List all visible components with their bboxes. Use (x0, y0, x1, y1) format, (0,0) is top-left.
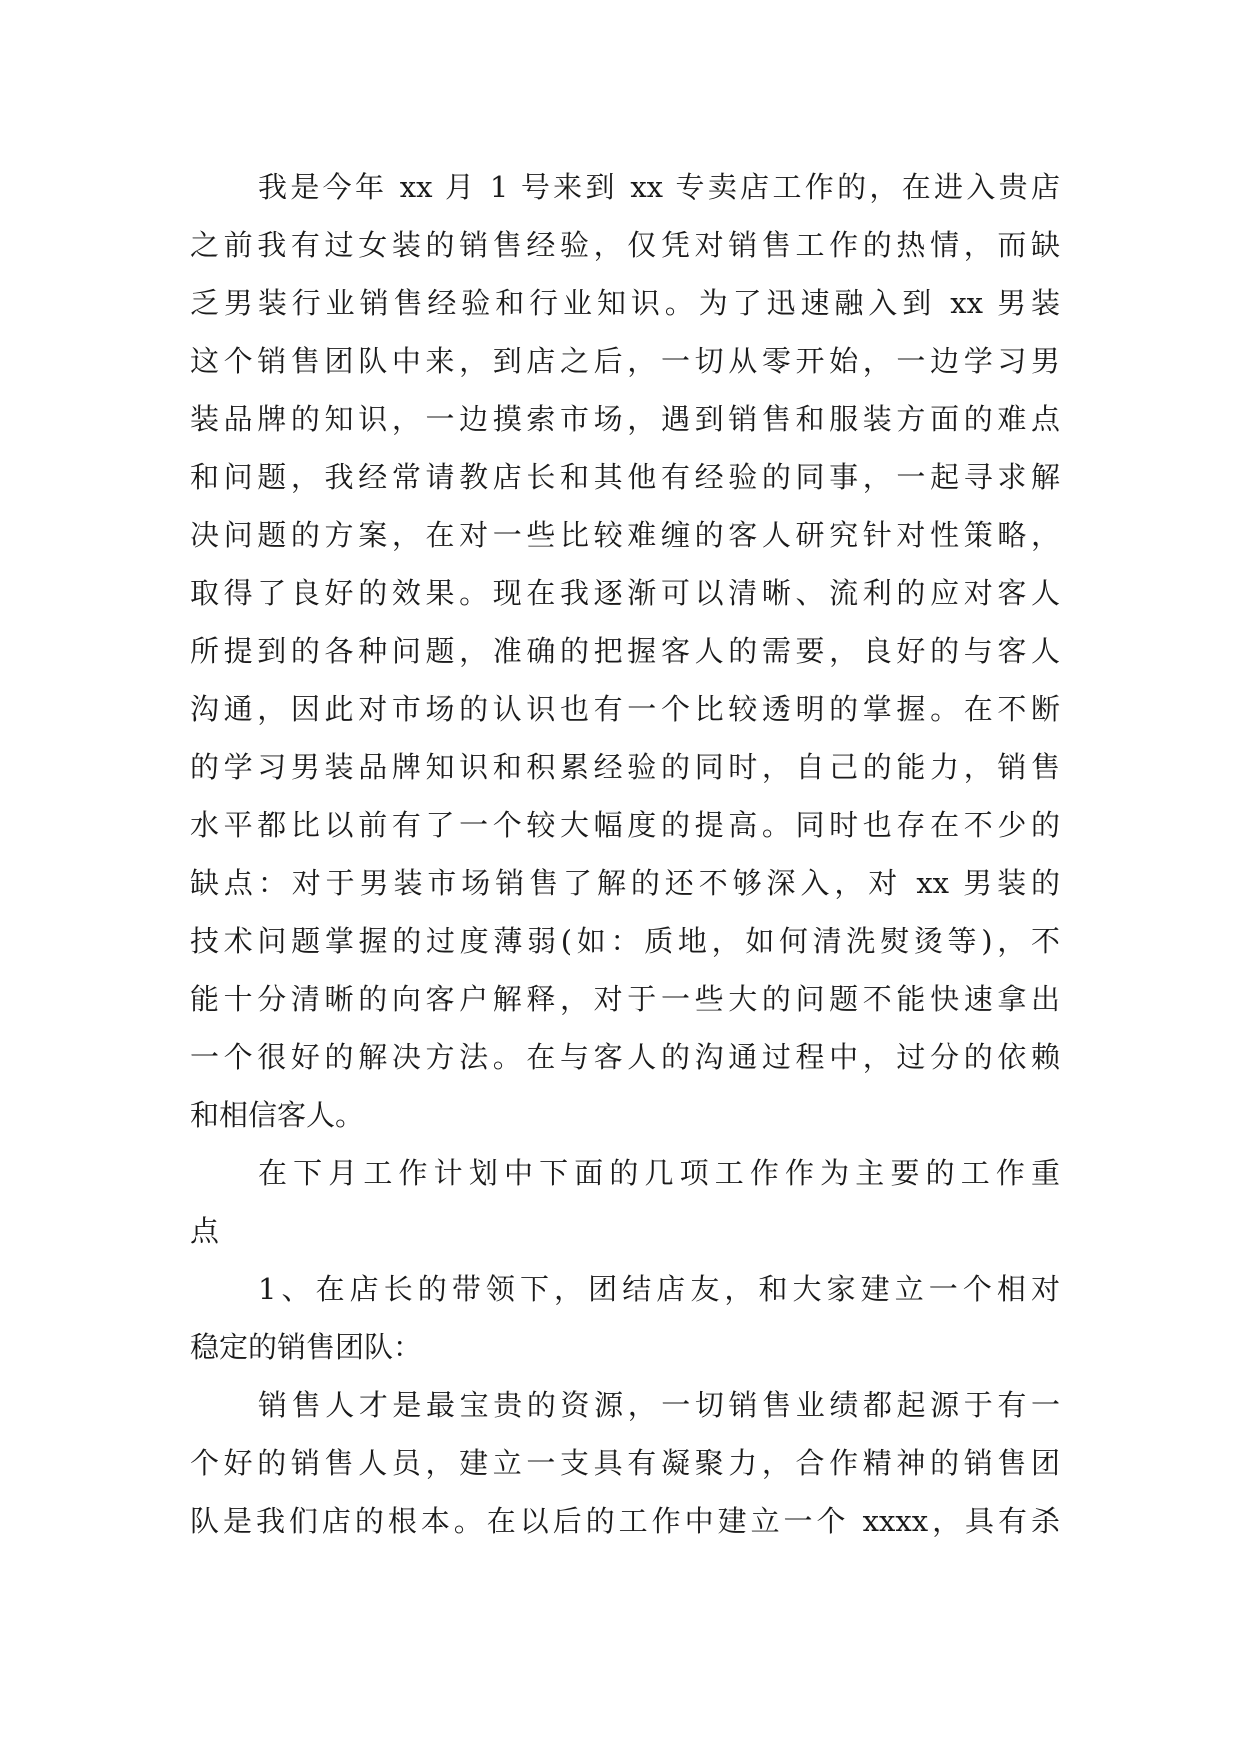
text-line: 个好的销售人员，建立一支具有凝聚力，合作精神的销售团 (190, 1446, 1060, 1480)
text-line: 队是我们店的根本。在以后的工作中建立一个 xxxx，具有杀 (190, 1504, 1060, 1538)
text-line: 决问题的方案，在对一些比较难缠的客人研究针对性策略， (190, 518, 1060, 552)
document-body (190, 158, 1060, 1550)
text-line: 和相信客人。 (190, 1098, 365, 1132)
text-line: 和问题，我经常请教店长和其他有经验的同事，一起寻求解 (190, 460, 1060, 494)
text-line: 取得了良好的效果。现在我逐渐可以清晰、流利的应对客人 (190, 576, 1060, 610)
text-line: 销售人才是最宝贵的资源，一切销售业绩都起源于有一 (258, 1388, 1060, 1422)
text-line: 我是今年 xx 月 1 号来到 xx 专卖店工作的，在进入贵店 (258, 170, 1060, 204)
text-line: 沟通，因此对市场的认识也有一个比较透明的掌握。在不断 (190, 692, 1060, 726)
text-line: 技术问题掌握的过度薄弱(如：质地，如何清洗熨烫等)，不 (190, 924, 1060, 958)
text-line: 能十分清晰的向客户解释，对于一些大的问题不能快速拿出 (190, 982, 1060, 1016)
text-line: 1、在店长的带领下，团结店友，和大家建立一个相对 (258, 1272, 1060, 1306)
text-line: 的学习男装品牌知识和积累经验的同时，自己的能力，销售 (190, 750, 1060, 784)
text-line: 乏男装行业销售经验和行业知识。为了迅速融入到 xx 男装 (190, 286, 1060, 320)
text-line: 水平都比以前有了一个较大幅度的提高。同时也存在不少的 (190, 808, 1060, 842)
text-line: 之前我有过女装的销售经验，仅凭对销售工作的热情，而缺 (190, 228, 1060, 262)
text-line: 点 (190, 1214, 220, 1248)
text-line: 这个销售团队中来，到店之后，一切从零开始，一边学习男 (190, 344, 1060, 378)
text-line: 所提到的各种问题，准确的把握客人的需要，良好的与客人 (190, 634, 1060, 668)
text-line: 稳定的销售团队： (190, 1330, 423, 1364)
text-line: 装品牌的知识，一边摸索市场，遇到销售和服装方面的难点 (190, 402, 1060, 436)
text-line: 在下月工作计划中下面的几项工作作为主要的工作重 (258, 1156, 1060, 1190)
text-line: 缺点：对于男装市场销售了解的还不够深入，对 xx 男装的 (190, 866, 1060, 900)
text-line: 一个很好的解决方法。在与客人的沟通过程中，过分的依赖 (190, 1040, 1060, 1074)
